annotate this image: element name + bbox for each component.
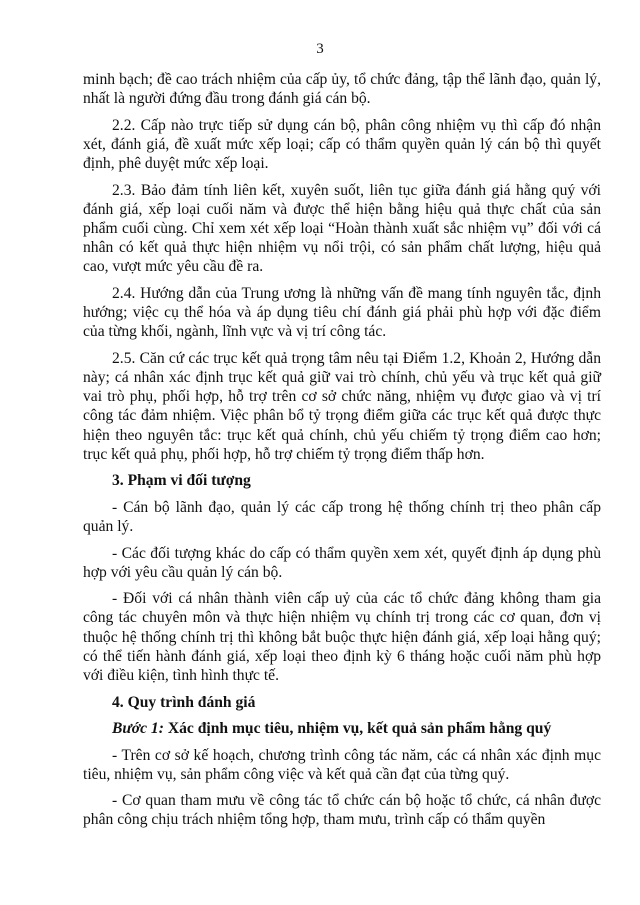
page-number: 3 [316, 41, 324, 57]
section-heading-process: 4. Quy trình đánh giá [112, 693, 256, 711]
paragraph-2-4: 2.4. Hướng dẫn của Trung ương là những vấn đề mang tính nguyên tắc, định hướng; việc cụ thể hóa và áp dụng tiêu chí đánh giá phải phù hợp với đặc điểm của từng khối, ngành, lĩnh vực và vị trí công tác. [83, 284, 601, 341]
scope-item-others: - Các đối tượng khác do cấp có thẩm quyền xem xét, quyết định áp dụng phù hợp với yêu cầu quản lý cán bộ. [83, 544, 601, 581]
paragraph-2-5: 2.5. Căn cứ các trục kết quả trọng tâm nêu tại Điểm 1.2, Khoản 2, Hướng dẫn này; cá nhân xác định trục kết quả giữ vai trò chính, chủ yếu và trục kết quả giữ vai trò phụ, phối hợp, hỗ trợ trên cơ sở chức năng, nhiệm vụ được giao và vị trí công tác đảm nhiệm. Việc phân bổ tỷ trọng điểm giữa các trục kết quả được thực hiện theo nguyên tắc: trục kết quả chính, chủ yếu chiếm tỷ trọng điểm cao hơn; trục kết quả phụ, phối hợp, hỗ trợ chiếm tỷ trọng điểm thấp hơn. [83, 349, 601, 463]
paragraph-2-3: 2.3. Bảo đảm tính liên kết, xuyên suốt, liên tục giữa đánh giá hằng quý với đánh giá, xếp loại cuối năm và được thể hiện bằng hiệu quả thực chất của sản phẩm cuối cùng. Chỉ xem xét xếp loại “Hoàn thành xuất sắc nhiệm vụ” đối với cá nhân có kết quả thực hiện nhiệm vụ nổi trội, có sản phẩm chất lượng, hiệu quả cao, vượt mức yêu cầu đề ra. [83, 181, 601, 276]
step-1-title: Xác định mục tiêu, nhiệm vụ, kết quả sản phẩm hằng quý [163, 720, 552, 738]
step-1-label: Bước 1: [112, 720, 164, 738]
paragraph-2-2: 2.2. Cấp nào trực tiếp sử dụng cán bộ, phân công nhiệm vụ thì cấp đó nhận xét, đánh giá, đề xuất mức xếp loại; cấp có thẩm quyền quản lý cán bộ thì quyết định, phê duyệt mức xếp loại. [83, 116, 601, 173]
step-1-heading [83, 719, 601, 738]
document-body [83, 70, 601, 837]
scope-item-leaders: - Cán bộ lãnh đạo, quản lý các cấp trong hệ thống chính trị theo phân cấp quản lý. [83, 498, 601, 536]
section-heading-scope: 3. Phạm vi đối tượng [112, 472, 251, 490]
paragraph-continuation: minh bạch; đề cao trách nhiệm của cấp ủy, tổ chức đảng, tập thể lãnh đạo, quản lý, nhất là người đứng đầu trong đánh giá cán bộ. [83, 71, 601, 108]
step-1-item-agency: - Cơ quan tham mưu về công tác tổ chức cán bộ hoặc tổ chức, cá nhân được phân công chịu trách nhiệm tổng hợp, tham mưu, trình cấp có thẩm quyền [83, 792, 601, 829]
scope-item-party-members: - Đối với cá nhân thành viên cấp uỷ của các tổ chức đảng không tham gia công tác chuyên môn và thực hiện nhiệm vụ chính trị trong các cơ quan, đơn vị thuộc hệ thống chính trị thì không bắt buộc thực hiện đánh giá, xếp loại hằng quý; có thể tiến hành đánh giá, xếp loại theo định kỳ 6 tháng hoặc cuối năm phù hợp với điều kiện, tình hình thực tế. [83, 590, 601, 685]
step-1-item-plan: - Trên cơ sở kế hoạch, chương trình công tác năm, các cá nhân xác định mục tiêu, nhiệm vụ, sản phẩm công việc và kết quả cần đạt của từng quý. [83, 746, 601, 783]
